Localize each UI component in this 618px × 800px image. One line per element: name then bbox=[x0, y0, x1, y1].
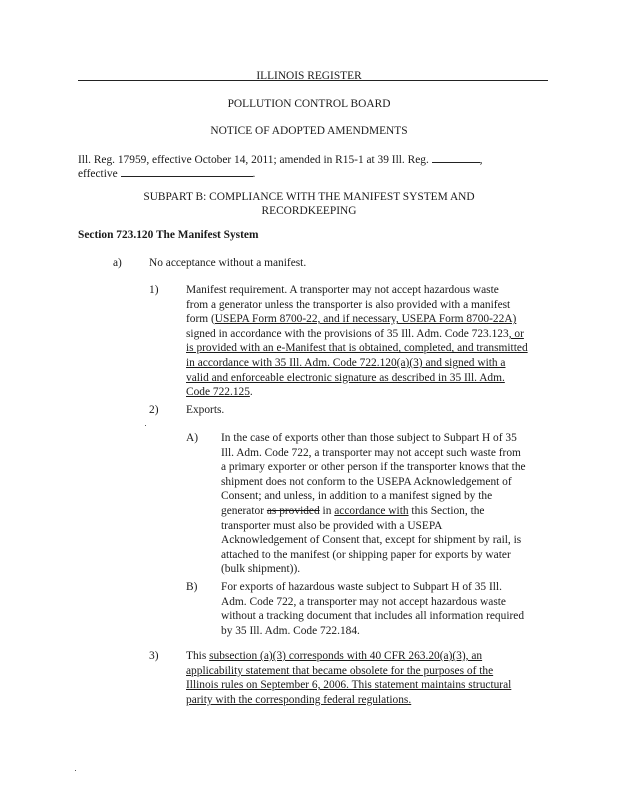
subsection-a-text: No acceptance without a manifest. bbox=[149, 257, 307, 269]
subpart-heading-line-1: SUBPART B: COMPLIANCE WITH THE MANIFEST SYSTEM AND bbox=[143, 191, 475, 203]
item-2A-body: In the case of exports other than those subject to Subpart H of 35 Ill. Adm. Code 722, a transporter may not accept such waste from a primary exporter or other person if the transporter knows that the shipment does not conform to the USEPA Acknowledgement of Consent; and unless, in addition to a manifest signed by the generator as provided in accordance with this Section, the transporter must also be provided with a USEPA Acknowledgement of Consent that, except for shipment by rail, is attached to the manifest (or shipping paper for exports by water (bulk shipment)). bbox=[221, 432, 526, 576]
scan-speck bbox=[75, 770, 76, 771]
citation-line-1: Ill. Reg. 17959, effective October 14, 2011; amended in R15-1 at 39 Ill. Reg. , bbox=[78, 154, 483, 166]
scan-speck bbox=[145, 425, 146, 426]
register-title: ILLINOIS REGISTER bbox=[256, 70, 362, 82]
effective-date-blank bbox=[121, 166, 253, 177]
board-title: POLLUTION CONTROL BOARD bbox=[227, 98, 391, 110]
item-2-label: 2) bbox=[149, 404, 159, 416]
item-1-label: 1) bbox=[149, 284, 159, 296]
item-2-text: Exports. bbox=[186, 404, 225, 416]
item-1-body: Manifest requirement. A transporter may not accept hazardous waste from a generator unless the transporter is also provided with a manifest form (USEPA Form 8700-22, and if necessary, USEPA Form 8700-22A) signed in accordance with the provisions of 35 Ill. Adm. Code 723.123, or is provided with an e-Manifest that is obtained, completed, and transmitted in accordance with 35 Ill. Adm. Code 722.120(a)(3) and signed with a valid and enforceable electronic signature as described in 35 Ill. Adm. Code 722.125. bbox=[186, 284, 528, 399]
citation-line-2: effective . bbox=[78, 168, 256, 180]
item-2A-label: A) bbox=[186, 432, 199, 444]
register-volume-blank bbox=[432, 152, 480, 163]
item-3-body: This subsection (a)(3) corresponds with 40 CFR 263.20(a)(3), an applicability statement that became obsolete for the purposes of the Illinois rules on September 6, 2006. This statement maintains structural parity with the corresponding federal regulations. bbox=[186, 650, 512, 706]
item-2B-label: B) bbox=[186, 581, 198, 593]
section-title: Section 723.120 The Manifest System bbox=[78, 229, 259, 241]
subpart-heading-line-2: RECORDKEEPING bbox=[261, 205, 357, 217]
notice-title: NOTICE OF ADOPTED AMENDMENTS bbox=[210, 125, 408, 137]
item-3-label: 3) bbox=[149, 650, 159, 662]
subsection-a-label: a) bbox=[113, 257, 122, 269]
item-2B-body: For exports of hazardous waste subject to Subpart H of 35 Ill. Adm. Code 722, a transporter may not accept hazardous waste without a tracking document that includes all information required by 35 Ill. Adm. Code 722.184. bbox=[221, 581, 525, 637]
